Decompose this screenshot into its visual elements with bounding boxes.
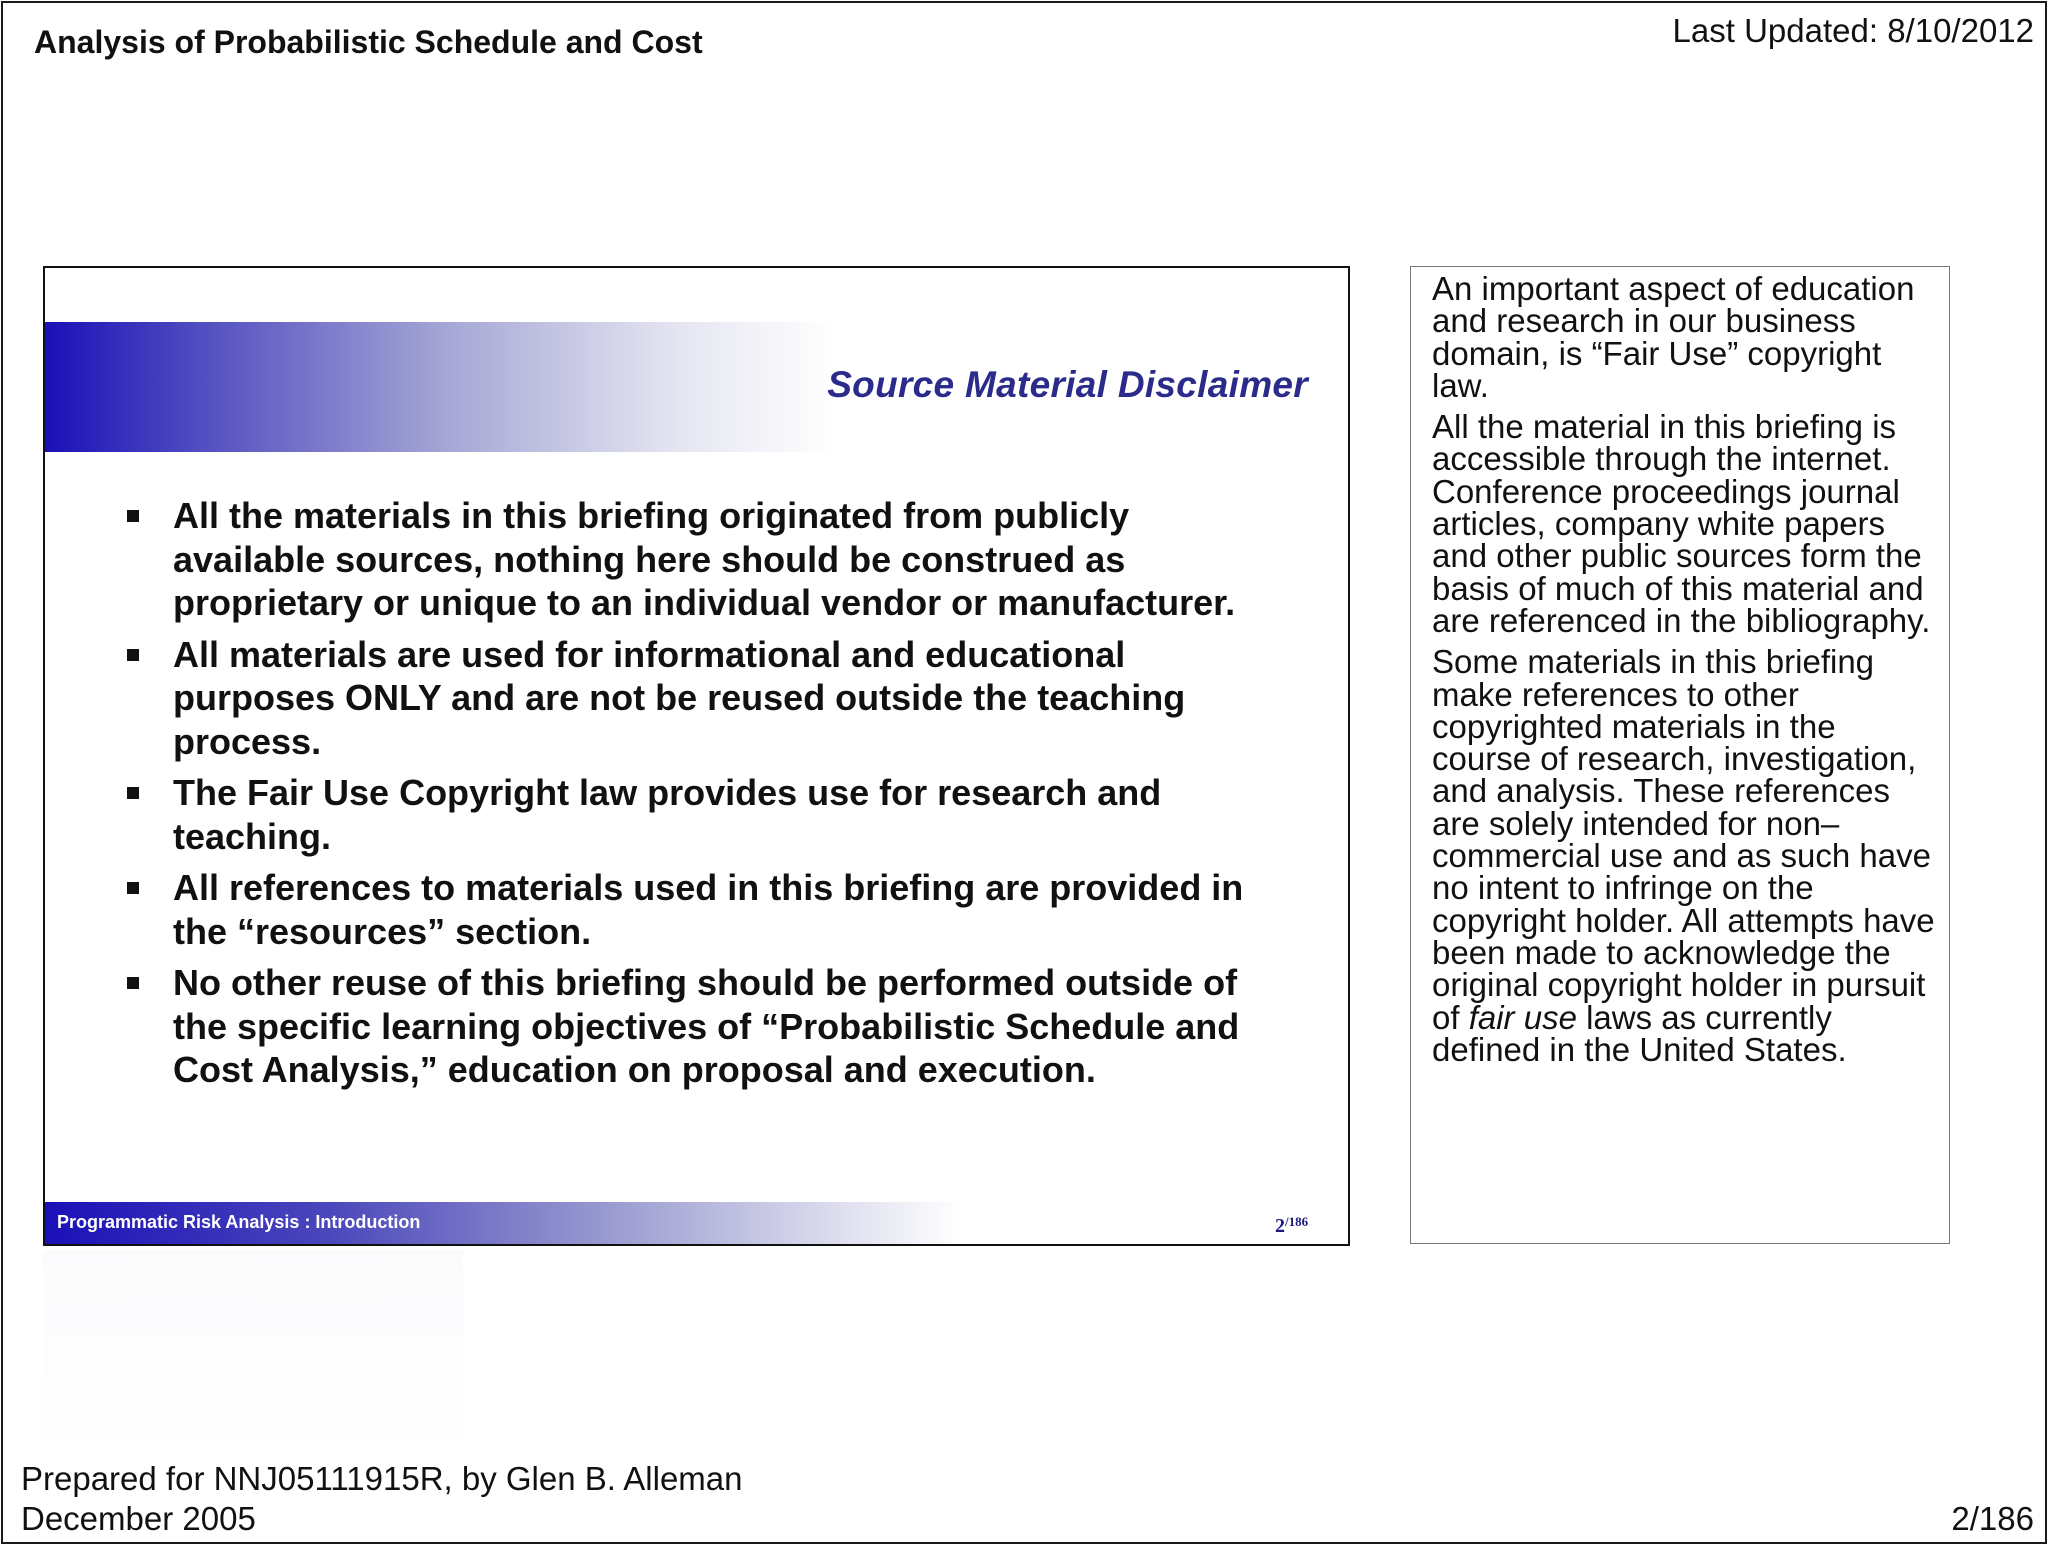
note-text: laws as currently defined in the United States. [1432, 998, 1847, 1068]
bullet-text: The Fair Use Copyright law provides use for research and teaching. [173, 772, 1162, 857]
bullet-list [127, 494, 1277, 1100]
slide-footer-text: Programmatic Risk Analysis : Introduction [57, 1212, 421, 1232]
note-paragraph: All the material in this briefing is accessible through the internet. Conference proceedings journal articles, company white papers and other public sources form the basis of much of this material and are referenced in the bibliography. [1432, 408, 1931, 639]
prepared-date: December 2005 [21, 1500, 256, 1537]
bullet-item [127, 771, 1277, 858]
bullet-square-icon [127, 510, 139, 522]
bullet-square-icon [127, 977, 139, 989]
prepared-for: Prepared for NNJ05111915R, by Glen B. Alleman [21, 1460, 743, 1497]
slide-page-current: 2 [1275, 1215, 1285, 1237]
page-number: 2/186 [1951, 1500, 2034, 1537]
bullet-square-icon [127, 882, 139, 894]
slide-title: Source Material Disclaimer [827, 364, 1308, 405]
bullet-square-icon [127, 787, 139, 799]
slide-page-number [1275, 1214, 1308, 1238]
bullet-item [127, 866, 1277, 953]
bullet-square-icon [127, 649, 139, 661]
last-updated-date: Last Updated: 8/10/2012 [1672, 12, 2034, 49]
note-emphasis: fair use [1468, 998, 1577, 1036]
bullet-text: All materials are used for informational and educational purposes ONLY and are not be reused outside the teaching process. [173, 633, 1186, 762]
bullet-text: All references to materials used in this briefing are provided in the “resources” section. [173, 867, 1244, 952]
note-paragraph [1432, 643, 1937, 1068]
bullet-item [127, 633, 1277, 764]
bullet-item [127, 494, 1277, 625]
bullet-item [127, 961, 1277, 1092]
slide-page-total: /186 [1285, 1214, 1309, 1229]
note-paragraph: An important aspect of education and research in our business domain, is “Fair Use” copyright law. [1432, 270, 1915, 404]
slide-shadow [43, 1250, 463, 1460]
bullet-text: All the materials in this briefing originated from publicly available sources, nothing here should be construed as proprietary or unique to an individual vendor or manufacturer. [173, 495, 1236, 623]
note-text: Some materials in this briefing make references to other copyrighted materials in the course of research, investigation, and analysis. These references are solely intended for non–commercial use and as such have no intent to infringe on the copyright holder. All attempts have been made to acknowledge the original copyright holder in pursuit of [1432, 643, 1935, 1036]
bullet-text: No other reuse of this briefing should be performed outside of the specific learning objectives of “Probabilistic Schedule and Cost Analysis,” education on proposal and execution. [173, 962, 1240, 1090]
slide-image [43, 266, 1350, 1246]
notes-panel [1410, 266, 1950, 1244]
document-title: Analysis of Probabilistic Schedule and Cost [34, 24, 703, 60]
